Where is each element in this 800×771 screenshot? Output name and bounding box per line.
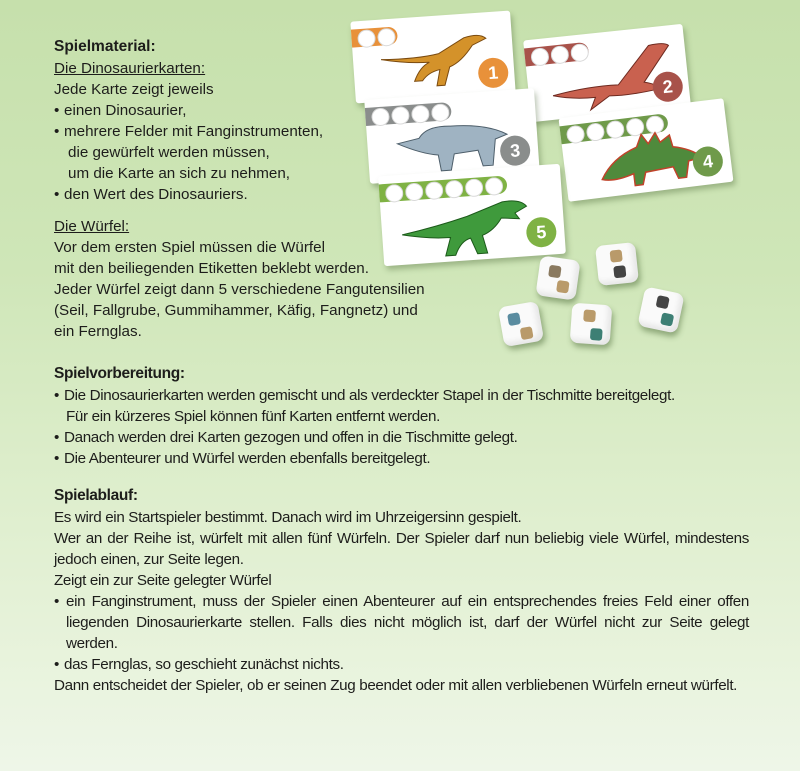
dice-line: Vor dem ersten Spiel müssen die Würfel: [54, 239, 325, 256]
die: [595, 242, 639, 286]
preparation-item: • Danach werden drei Karten gezogen und offen in die Tischmitte gelegt.: [54, 427, 675, 448]
card-value: 4: [691, 145, 724, 178]
card-value: 2: [651, 70, 684, 103]
gameplay-paragraph: Wer an der Reihe ist, würfelt mit allen fünf Würfeln. Der Spieler darf nun beliebig viele Würfel, mindestens jedoch einen, zur Seite legen.: [54, 530, 749, 568]
cards-item: • den Wert des Dinosauriers.: [54, 184, 425, 205]
gameplay-paragraph: Zeigt ein zur Seite gelegter Würfel: [54, 572, 272, 589]
preparation-item-cont: Für ein kürzeres Spiel können fünf Karten entfernt werden.: [66, 408, 440, 425]
t-rex-icon: [396, 192, 540, 262]
cards-item: • mehrere Felder mit Fanginstrumenten,: [54, 121, 425, 142]
dice-line: mit den beiliegenden Etiketten beklebt werden.: [54, 260, 369, 277]
cards-item-cont: um die Karte an sich zu nehmen,: [68, 165, 291, 182]
card-value: 5: [525, 216, 557, 248]
cards-subheading: Die Dinosaurierkarten:: [54, 60, 206, 77]
die: [535, 255, 580, 300]
dice-line: ein Fernglas.: [54, 323, 142, 340]
gameplay-paragraph: Dann entscheidet der Spieler, ob er seinen Zug beendet oder mit allen verbliebenen Würfeln erneut würfelt.: [54, 677, 738, 694]
dice-subheading: Die Würfel:: [54, 218, 130, 235]
dino-card-5: [378, 164, 566, 266]
preparation-item: • Die Dinosaurierkarten werden gemischt und als verdeckter Stapel in der Tischmitte bereitgelegt.: [54, 385, 675, 406]
card-value: 1: [477, 57, 509, 89]
die: [498, 301, 544, 347]
material-heading: Spielmaterial:: [54, 38, 156, 55]
preparation-heading: Spielvorbereitung:: [54, 365, 185, 382]
cards-intro: Jede Karte zeigt jeweils: [54, 81, 214, 98]
gameplay-item: • ein Fanginstrument, muss der Spieler einen Abenteurer auf ein entsprechendes freies Feld einer offen liegenden Dinosaurierkarte stellen. Falls dies nicht möglich ist, darf der Würfel nicht zur Seite gelegt werden.: [54, 593, 749, 652]
die: [570, 303, 613, 346]
dino-card-1: [350, 11, 515, 104]
preparation-item: • Die Abenteurer und Würfel werden ebenfalls bereitgelegt.: [54, 448, 675, 469]
gameplay-item: • das Fernglas, so geschieht zunächst nichts.: [54, 654, 749, 675]
gameplay-section: [54, 485, 749, 696]
dice-line: Jeder Würfel zeigt dann 5 verschiedene Fangutensilien: [54, 281, 425, 298]
gameplay-paragraph: Es wird ein Startspieler bestimmt. Danach wird im Uhrzeigersinn gespielt.: [54, 509, 522, 526]
preparation-section: [54, 363, 675, 469]
gameplay-heading: Spielablauf:: [54, 487, 138, 504]
dice-line: (Seil, Fallgrube, Gummihammer, Käfig, Fangnetz) und: [54, 302, 418, 319]
die: [637, 286, 684, 333]
cards-item-cont: die gewürfelt werden müssen,: [68, 144, 270, 161]
card-value: 3: [499, 135, 531, 167]
game-components-illustration: [345, 8, 795, 358]
cards-item: • einen Dinosaurier,: [54, 100, 425, 121]
